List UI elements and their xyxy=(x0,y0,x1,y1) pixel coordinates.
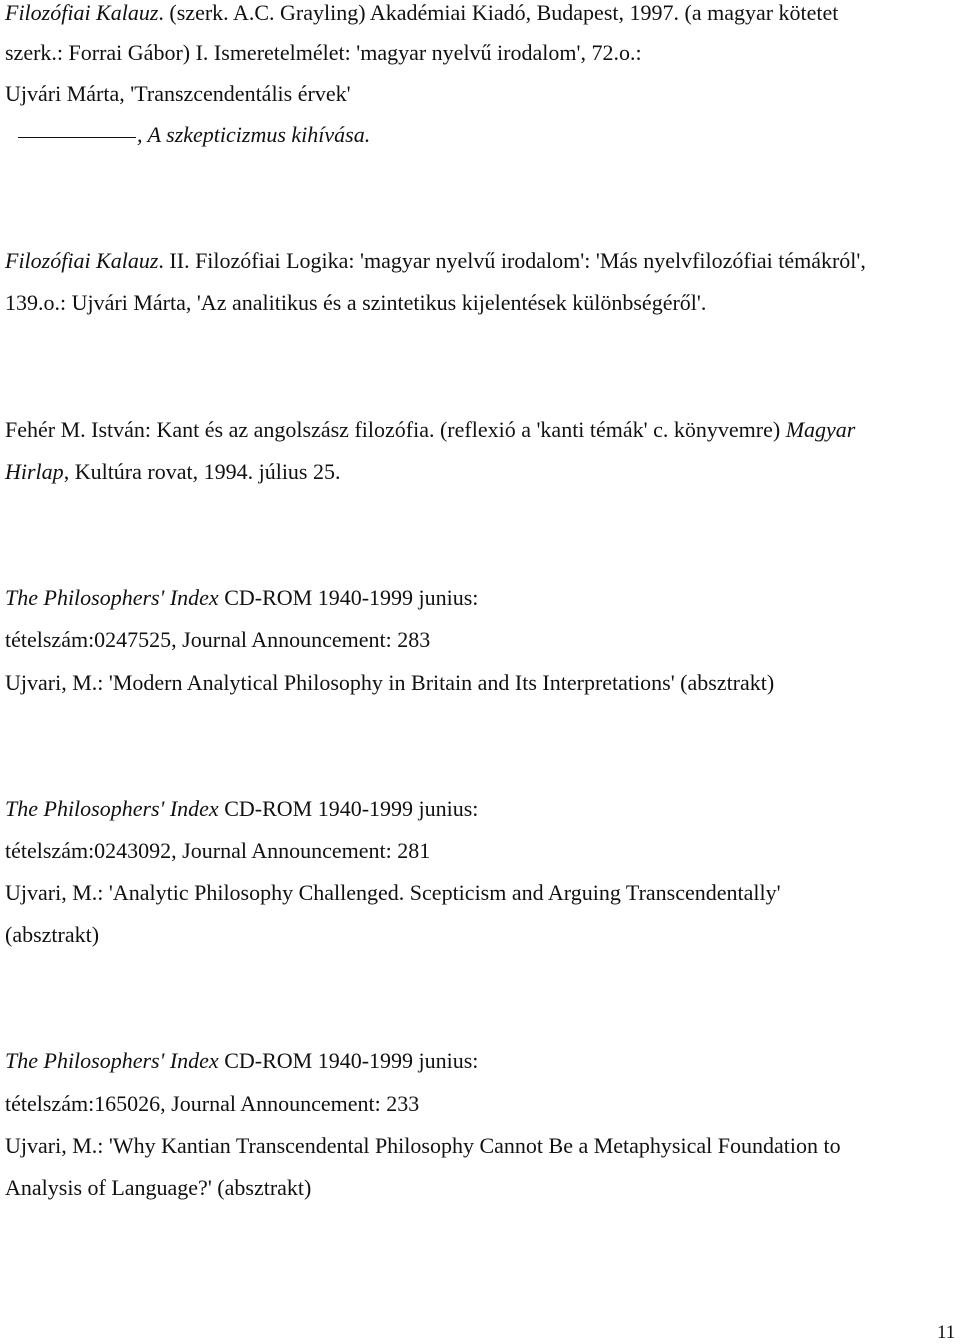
citation-text: . (szerk. A.C. Grayling) Akadémiai Kiadó, Budapest, 1997. (a magyar kötetet xyxy=(158,0,839,25)
citation-text: Fehér M. István: Kant és az angolszász filozófia. (reflexió a 'kanti témák' c. könyvemre) xyxy=(5,417,781,442)
index-title: The Philosophers' Index xyxy=(5,1048,219,1073)
citation-text: Analysis of Language?' (absztrakt) xyxy=(5,1175,312,1200)
citation-text: CD-ROM 1940-1999 junius: xyxy=(218,1048,479,1073)
citation-text: , Kultúra rovat, 1994. július 25. xyxy=(63,459,341,484)
citation-text: CD-ROM 1940-1999 junius: xyxy=(218,796,479,821)
bib-entry-2-line-2 xyxy=(5,290,706,316)
bib-entry-1-line-1 xyxy=(5,0,838,26)
bib-entry-4-line-2 xyxy=(5,627,430,653)
bib-entry-5-line-2 xyxy=(5,838,430,864)
citation-text: CD-ROM 1940-1999 junius: xyxy=(218,585,479,610)
citation-text: Ujvari, M.: 'Analytic Philosophy Challenged. Scepticism and Arguing Transcendentally' xyxy=(5,880,781,905)
book-title: , A szkepticizmus kihívása. xyxy=(137,122,371,147)
citation-text: szerk.: Forrai Gábor) I. Ismeretelmélet: 'magyar nyelvű irodalom', 72.o.: xyxy=(5,40,642,65)
newspaper-title: Hirlap xyxy=(5,459,64,484)
bib-entry-6-line-1 xyxy=(5,1048,478,1074)
index-title: The Philosophers' Index xyxy=(5,796,219,821)
citation-text: tételszám:165026, Journal Announcement: 233 xyxy=(5,1091,420,1116)
bib-entry-1-line-4 xyxy=(18,122,370,148)
citation-text: tételszám:0247525, Journal Announcement: 283 xyxy=(5,627,431,652)
bib-entry-3-line-1 xyxy=(5,417,855,443)
bib-entry-3-line-2 xyxy=(5,459,341,485)
index-title: The Philosophers' Index xyxy=(5,585,219,610)
bib-entry-4-line-1 xyxy=(5,585,478,611)
book-title: Filozófiai Kalauz xyxy=(5,248,159,273)
bib-entry-1-line-2 xyxy=(5,40,642,66)
bib-entry-4-line-3 xyxy=(5,670,774,696)
bib-entry-1-line-3 xyxy=(5,81,351,107)
bib-entry-5-line-4 xyxy=(5,922,99,948)
page-number: 11 xyxy=(937,1322,956,1343)
citation-text: (absztrakt) xyxy=(5,922,100,947)
citation-text: 139.o.: Ujvári Márta, 'Az analitikus és a szintetikus kijelentések különbségéről'. xyxy=(5,290,707,315)
bib-entry-6-line-3 xyxy=(5,1133,841,1159)
bib-entry-5-line-1 xyxy=(5,796,478,822)
bib-entry-5-line-3 xyxy=(5,880,781,906)
citation-text: . II. Filozófiai Logika: 'magyar nyelvű irodalom': 'Más nyelvfilozófiai témákról', xyxy=(158,248,866,273)
citation-text: Ujvári Márta, 'Transzcendentális érvek' xyxy=(5,81,351,106)
citation-text: Ujvari, M.: 'Modern Analytical Philosophy in Britain and Its Interpretations' (absztrakt) xyxy=(5,670,775,695)
bib-entry-2-line-1 xyxy=(5,248,866,274)
bib-entry-6-line-4 xyxy=(5,1175,311,1201)
citation-text: tételszám:0243092, Journal Announcement: 281 xyxy=(5,838,431,863)
book-title: Filozófiai Kalauz xyxy=(5,0,159,25)
citation-text: Ujvari, M.: 'Why Kantian Transcendental Philosophy Cannot Be a Metaphysical Foundation to xyxy=(5,1133,841,1158)
newspaper-title: Magyar xyxy=(785,417,856,442)
bib-entry-6-line-2 xyxy=(5,1091,419,1117)
ditto-rule xyxy=(18,137,136,138)
